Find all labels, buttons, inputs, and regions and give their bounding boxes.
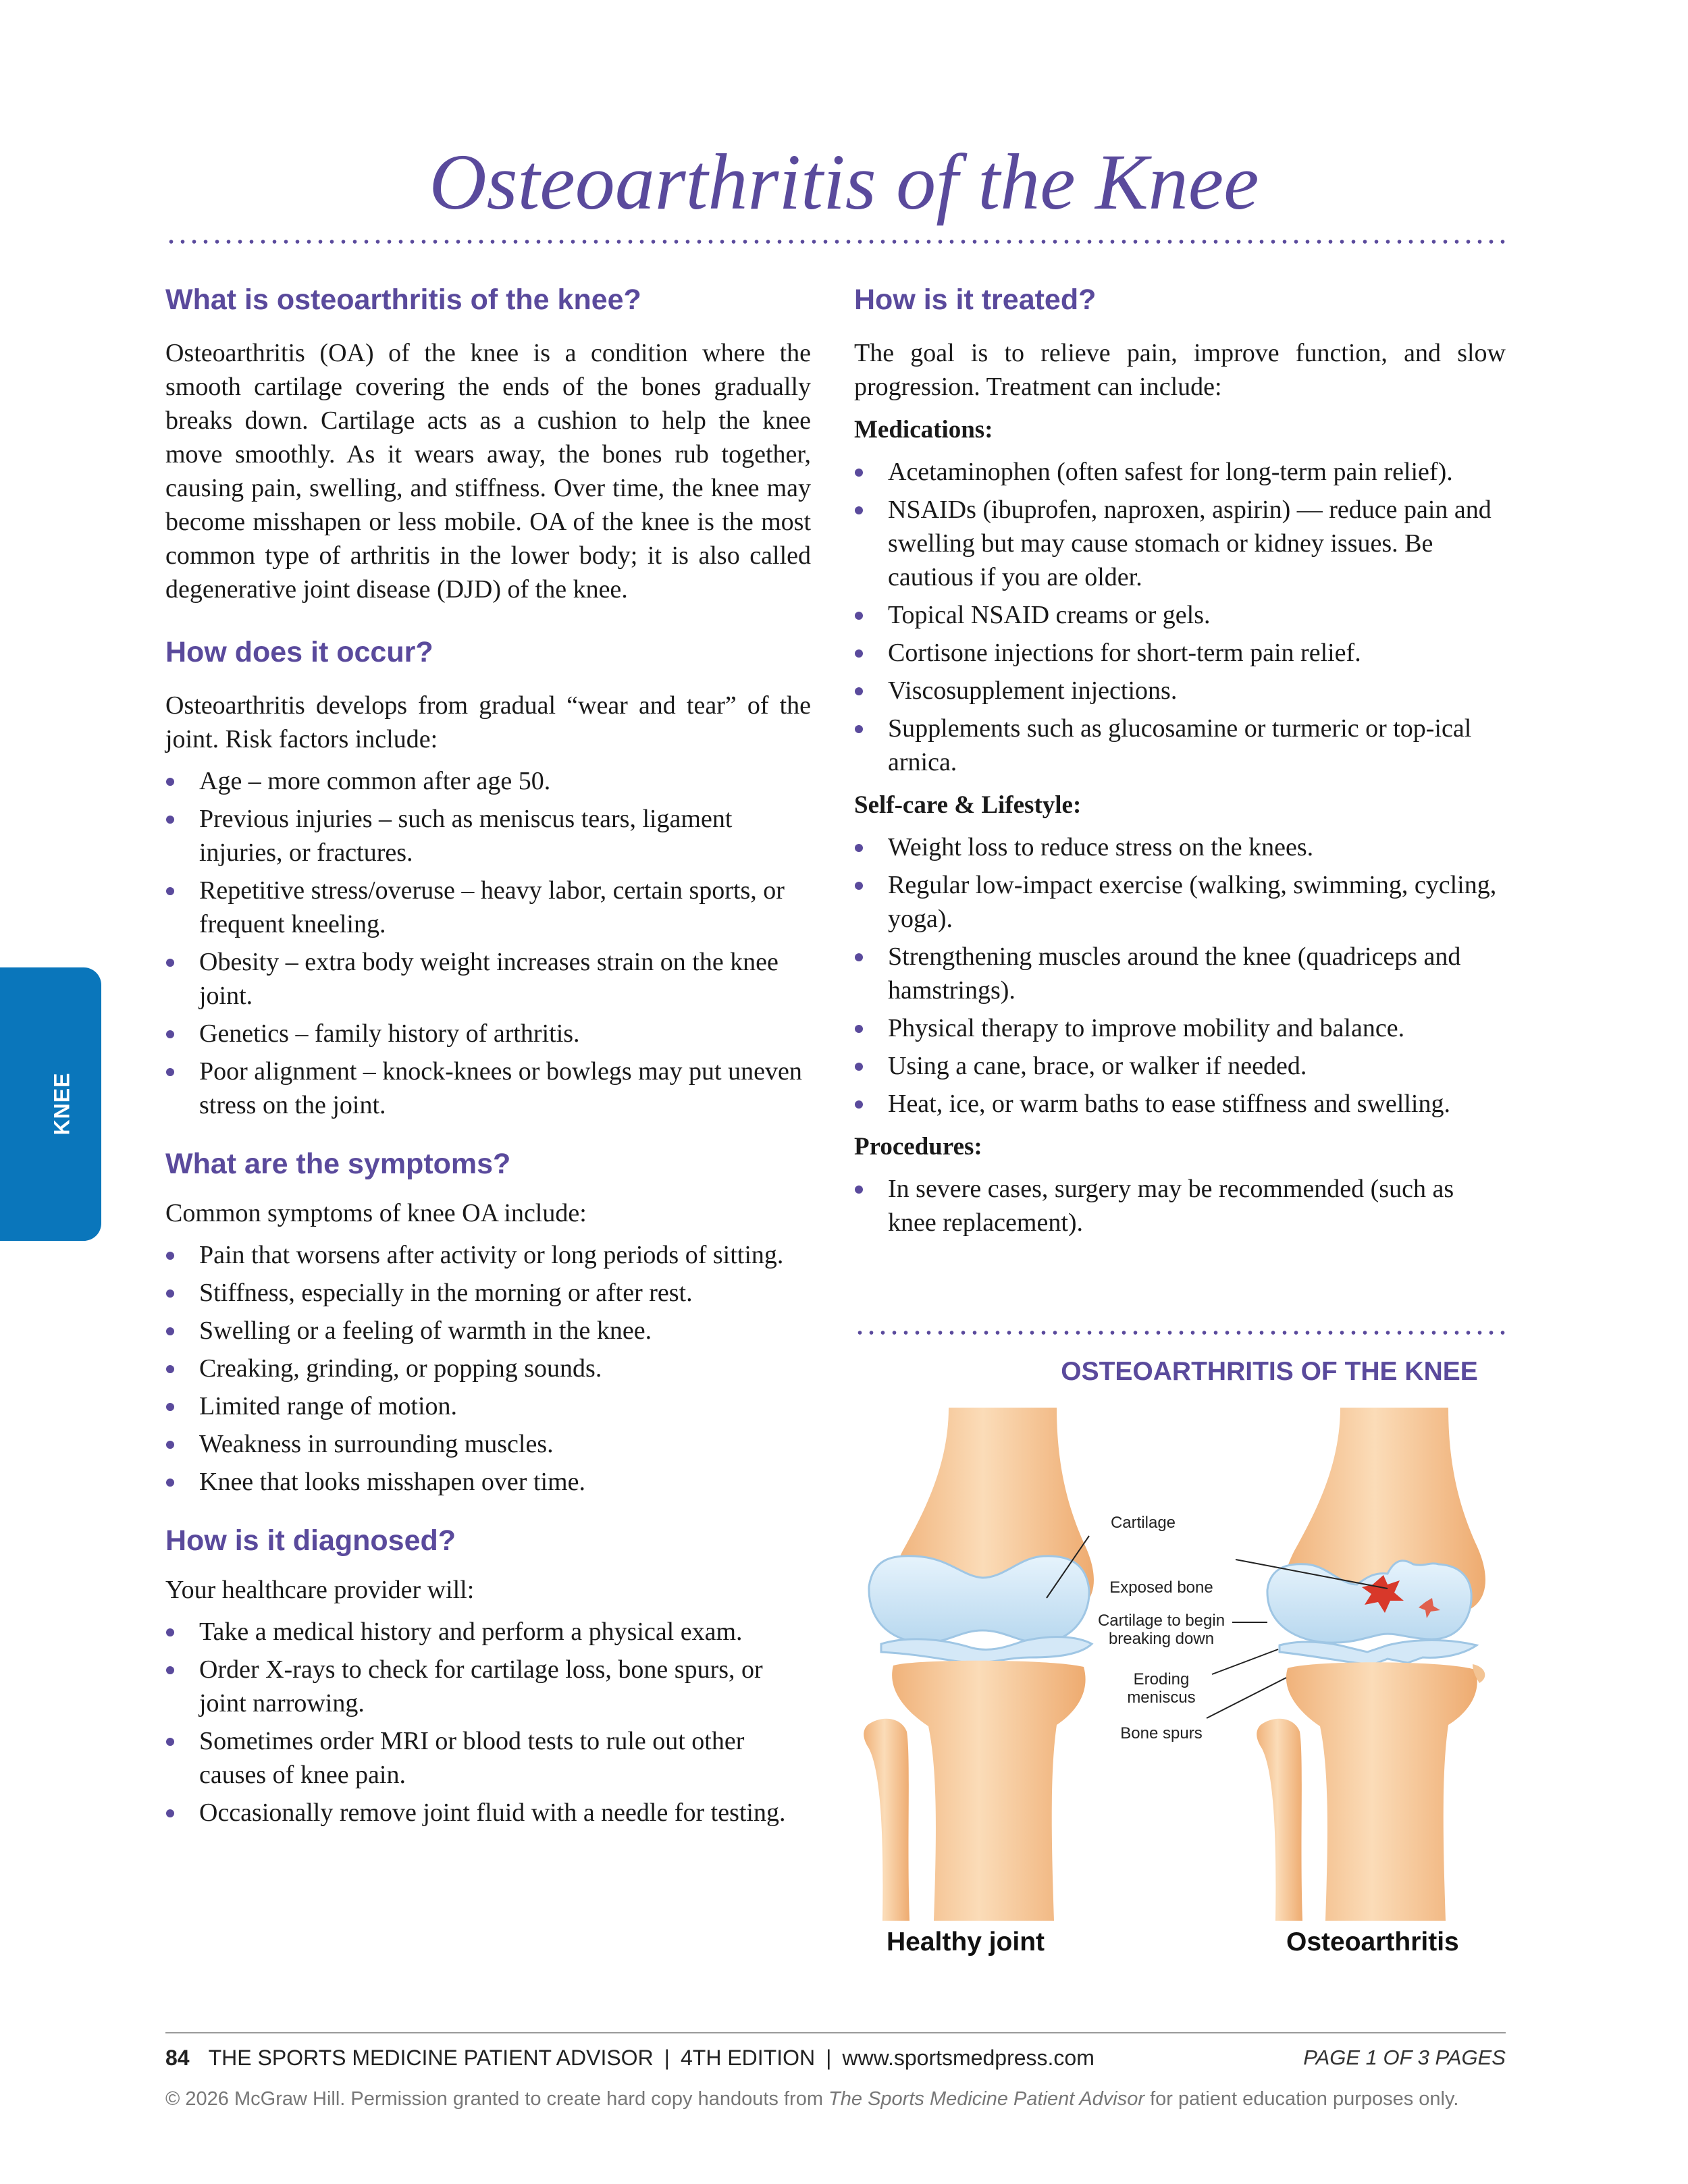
section-diagnosed [165, 1523, 811, 1830]
list-item: Take a medical history and perform a physical exam. [165, 1615, 811, 1649]
list-item: Genetics – family history of arthritis. [165, 1017, 811, 1050]
list-item: Previous injuries – such as meniscus tears, ligament injuries, or fractures. [165, 802, 811, 870]
knee-illustration [854, 1408, 1685, 1921]
copyright-text: © 2026 McGraw Hill. Permission granted to create hard copy handouts from [165, 2088, 829, 2110]
meniscus [881, 1637, 1092, 1663]
copyright-book-title: The Sports Medicine Patient Advisor [828, 2088, 1145, 2110]
label-bone-spurs: Bone spurs [1120, 1724, 1203, 1742]
page-title: Osteoarthritis of the Knee [429, 138, 1259, 226]
figure-divider [854, 1330, 1506, 1335]
list-item: In severe cases, surgery may be recommended (such as knee replacement). [854, 1172, 1506, 1240]
list-item: Cortisone injections for short-term pain relief. [854, 636, 1506, 670]
heading-what: What is osteoarthritis of the knee? [165, 284, 641, 316]
healthy-knee [864, 1408, 1094, 1921]
heading-diagnosed: How is it diagnosed? [165, 1524, 456, 1557]
medications-list [854, 455, 1506, 779]
list-item: Creaking, grinding, or popping sounds. [165, 1352, 811, 1385]
section-occur [165, 635, 811, 1122]
heading-occur: How does it occur? [165, 636, 433, 668]
list-item: Supplements such as glucosamine or turmeric or top-ical arnica. [854, 712, 1506, 779]
tibia [1286, 1662, 1477, 1921]
procedures-list [854, 1172, 1506, 1240]
list-item: Stiffness, especially in the morning or after rest. [165, 1276, 811, 1310]
label-eroding-2: meniscus [1127, 1688, 1196, 1707]
list-item: Swelling or a feeling of warmth in the knee. [165, 1314, 811, 1348]
heading-symptoms: What are the symptoms? [165, 1148, 511, 1180]
leader-eroding [1212, 1649, 1278, 1674]
copyright-text-end: for patient education purposes only. [1144, 2088, 1459, 2110]
tibia [892, 1661, 1085, 1921]
title-divider [165, 239, 1506, 244]
leader-bone-spurs [1207, 1678, 1286, 1718]
list-item: Topical NSAID creams or gels. [854, 598, 1506, 632]
symptoms-intro: Common symptoms of knee OA include: [165, 1199, 587, 1227]
page-count: PAGE 1 OF 3 PAGES [1303, 2046, 1506, 2069]
section-tab-label: KNEE [49, 1072, 74, 1136]
medications-label: Medications: [854, 416, 993, 444]
section-what [165, 282, 811, 606]
list-item: Sometimes order MRI or blood tests to rule out other causes of knee pain. [165, 1724, 811, 1792]
separator: | [826, 2046, 832, 2070]
list-item: Poor alignment – knock-knees or bowlegs may put uneven stress on the joint. [165, 1055, 811, 1122]
risk-factor-list [165, 764, 811, 1122]
footer-info [165, 2046, 1094, 2071]
edition: 4TH EDITION [680, 2046, 816, 2070]
treated-intro: The goal is to relieve pain, improve function, and slow progression. Treatment can include: [854, 339, 1506, 401]
list-item: Weight loss to reduce stress on the knees. [854, 830, 1506, 864]
list-item: Heat, ice, or warm baths to ease stiffness and swelling. [854, 1087, 1506, 1121]
list-item: Regular low-impact exercise (walking, swimming, cycling, yoga). [854, 868, 1506, 936]
what-text: Osteoarthritis (OA) of the knee is a condition where the smooth cartilage covering the ends of the bones gradually breaks down. Cartilage acts as a cushion to help the knee move smoothly. As it wears away, the bones rub together, causing pain, swelling, and stiffness. Over time, the knee may become misshapen or less mobile. OA of the knee is the most common type of arthritis in the lower body; it is also called degenerative joint disease (DJD) of the knee. [165, 339, 811, 604]
selfcare-list [854, 830, 1506, 1121]
figure-title: OSTEOARTHRITIS OF THE KNEE [1061, 1357, 1478, 1386]
section-tab [0, 967, 101, 1241]
list-item: Weakness in surrounding muscles. [165, 1427, 811, 1461]
copyright [165, 2088, 1458, 2110]
list-item: Strengthening muscles around the knee (quadriceps and hamstrings). [854, 940, 1506, 1007]
list-item: Obesity – extra body weight increases strain on the knee joint. [165, 945, 811, 1013]
list-item: NSAIDs (ibuprofen, naproxen, aspirin) — reduce pain and swelling but may cause stomach or kidney issues. Be cautious if you are older. [854, 493, 1506, 594]
list-item: Limited range of motion. [165, 1389, 811, 1423]
page-number: 84 [165, 2046, 190, 2070]
list-item: Acetaminophen (often safest for long-term pain relief). [854, 455, 1506, 489]
list-item: Using a cane, brace, or walker if needed. [854, 1049, 1506, 1083]
list-item: Pain that worsens after activity or long periods of sitting. [165, 1238, 811, 1272]
list-item: Occasionally remove joint fluid with a needle for testing. [165, 1796, 811, 1830]
fibula [864, 1719, 909, 1921]
list-item: Physical therapy to improve mobility and balance. [854, 1011, 1506, 1045]
website-link[interactable]: www.sportsmedpress.com [842, 2046, 1094, 2070]
heading-treated: How is it treated? [854, 284, 1097, 316]
list-item: Order X-rays to check for cartilage loss, bone spurs, or joint narrowing. [165, 1653, 811, 1720]
selfcare-label: Self-care & Lifestyle: [854, 791, 1082, 819]
left-column [165, 282, 811, 1834]
procedures-label: Procedures: [854, 1133, 982, 1161]
list-item: Age – more common after age 50. [165, 764, 811, 798]
symptom-list [165, 1238, 811, 1499]
footer-divider [165, 2032, 1506, 2033]
label-cartilage: Cartilage [1110, 1514, 1176, 1532]
label-breaking-2: breaking down [1108, 1630, 1215, 1648]
separator: | [664, 2046, 670, 2070]
label-eroding-1: Eroding [1133, 1670, 1190, 1688]
section-symptoms [165, 1146, 811, 1499]
book-title: THE SPORTS MEDICINE PATIENT ADVISOR [208, 2046, 654, 2070]
caption-osteoarthritis: Osteoarthritis [1286, 1927, 1459, 1956]
fibula [1257, 1719, 1302, 1921]
osteoarthritis-knee [1257, 1408, 1485, 1921]
list-item: Viscosupplement injections. [854, 674, 1506, 708]
diagnosis-list [165, 1615, 811, 1830]
list-item: Knee that looks misshapen over time. [165, 1465, 811, 1499]
occur-intro: Osteoarthritis develops from gradual “wear and tear” of the joint. Risk factors include: [165, 691, 811, 753]
label-breaking-1: Cartilage to begin [1097, 1612, 1225, 1630]
diagnosed-intro: Your healthcare provider will: [165, 1576, 475, 1604]
list-item: Repetitive stress/overuse – heavy labor, certain sports, or frequent kneeling. [165, 874, 811, 941]
caption-healthy: Healthy joint [887, 1927, 1045, 1956]
label-exposed-bone: Exposed bone [1109, 1578, 1213, 1597]
eroding-meniscus [1280, 1641, 1477, 1665]
right-column [854, 282, 1506, 1244]
